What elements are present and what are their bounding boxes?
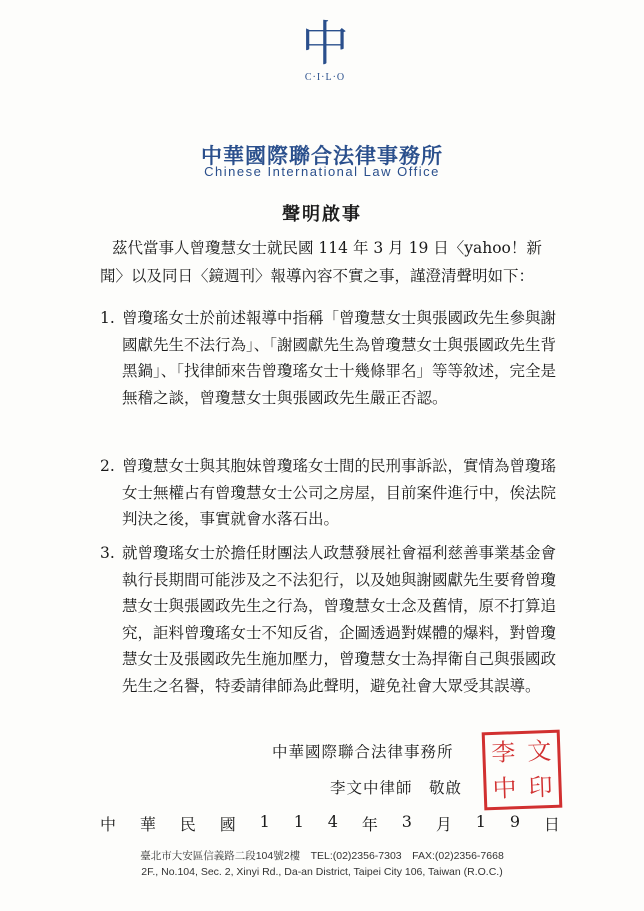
address-chinese: 臺北市大安區信義路二段104號2樓 TEL:(02)2356-7303 FAX:(02)2356-7668	[140, 850, 504, 862]
date-char: 4	[327, 812, 338, 831]
intro-paragraph: 茲代當事人曾瓊慧女士就民國 114 年 3 月 19 日〈yahoo！新聞〉以及同日〈鏡週刊〉報導內容不實之事，謹澄清聲明如下：	[100, 239, 542, 285]
date-char: 民	[179, 815, 196, 834]
seal-char: 印	[528, 772, 554, 802]
seal-char: 李	[490, 738, 516, 768]
date-char: 1	[475, 812, 486, 831]
signature-firm: 中華國際聯合法律事務所	[272, 743, 454, 761]
address-english: 2F., No.104, Sec. 2, Xinyi Rd., Da-an District, Taipei City 106, Taiwan (R.O.C.)	[141, 866, 503, 878]
signature-lawyer: 李文中律師 敬啟	[330, 779, 463, 797]
date-char: 中	[100, 815, 117, 834]
logo-emblem: 中	[300, 16, 349, 72]
date-char: 3	[401, 812, 412, 831]
statement-item-2	[100, 453, 560, 533]
red-seal-stamp	[482, 730, 563, 811]
item-text: 曾瓊瑤女士於前述報導中指稱「曾瓊慧女士與張國政先生參與謝國獻先生不法行為」、「謝國獻先生為曾瓊慧女士與張國政先生背黑鍋」、「找律師來告曾瓊瑤女士十幾條罪名」等等敘述，完全是無稽之談，曾瓊慧女士與張國政先生嚴正否認。	[122, 309, 557, 407]
item-text: 曾瓊慧女士與其胞妹曾瓊瑤女士間的民刑事訴訟，實情為曾瓊瑤女士無權占有曾瓊慧女士公司之房屋，目前案件進行中，俟法院判決之後，事實就會水落石出。	[122, 457, 557, 528]
logo-text: C·I·L·O	[304, 72, 346, 83]
date-char: 月	[435, 815, 452, 834]
item-text: 就曾瓊瑤女士於擔任財團法人政慧發展社會福利慈善事業基金會執行長期間可能涉及之不法犯行，以及她與謝國獻先生要脅曾瓊慧女士與張國政先生之行為，曾瓊慧女士念及舊情，原不打算追究，詎料曾瓊瑤女士不知反省，企圖透過對媒體的爆料，對曾瓊慧女士及張國政先生施加壓力，曾瓊慧女士為捍衛自己與張國政先生之名譽，特委請律師為此聲明，避免社會大眾受其誤導。	[122, 544, 557, 695]
date-char: 1	[293, 812, 304, 831]
item-number: 3.	[100, 544, 115, 562]
firm-name-chinese: 中華國際聯合法律事務所	[201, 144, 443, 168]
statement-item-3	[100, 540, 560, 699]
document-title: 聲明啟事	[282, 204, 362, 225]
date-char: 9	[509, 812, 521, 831]
date-char: 國	[219, 815, 236, 834]
seal-char: 中	[492, 774, 518, 804]
seal-char: 文	[526, 736, 552, 766]
statement-item-1	[100, 305, 560, 411]
firm-name-english: Chinese International Law Office	[204, 164, 440, 179]
date-char: 華	[139, 815, 156, 834]
date-char: 1	[259, 812, 270, 831]
date-char: 日	[543, 815, 560, 834]
footer-address	[0, 848, 644, 880]
document-date	[100, 812, 560, 835]
item-number: 1.	[100, 309, 115, 327]
item-number: 2.	[100, 457, 115, 475]
date-char: 年	[361, 815, 378, 834]
firm-logo	[290, 16, 360, 112]
